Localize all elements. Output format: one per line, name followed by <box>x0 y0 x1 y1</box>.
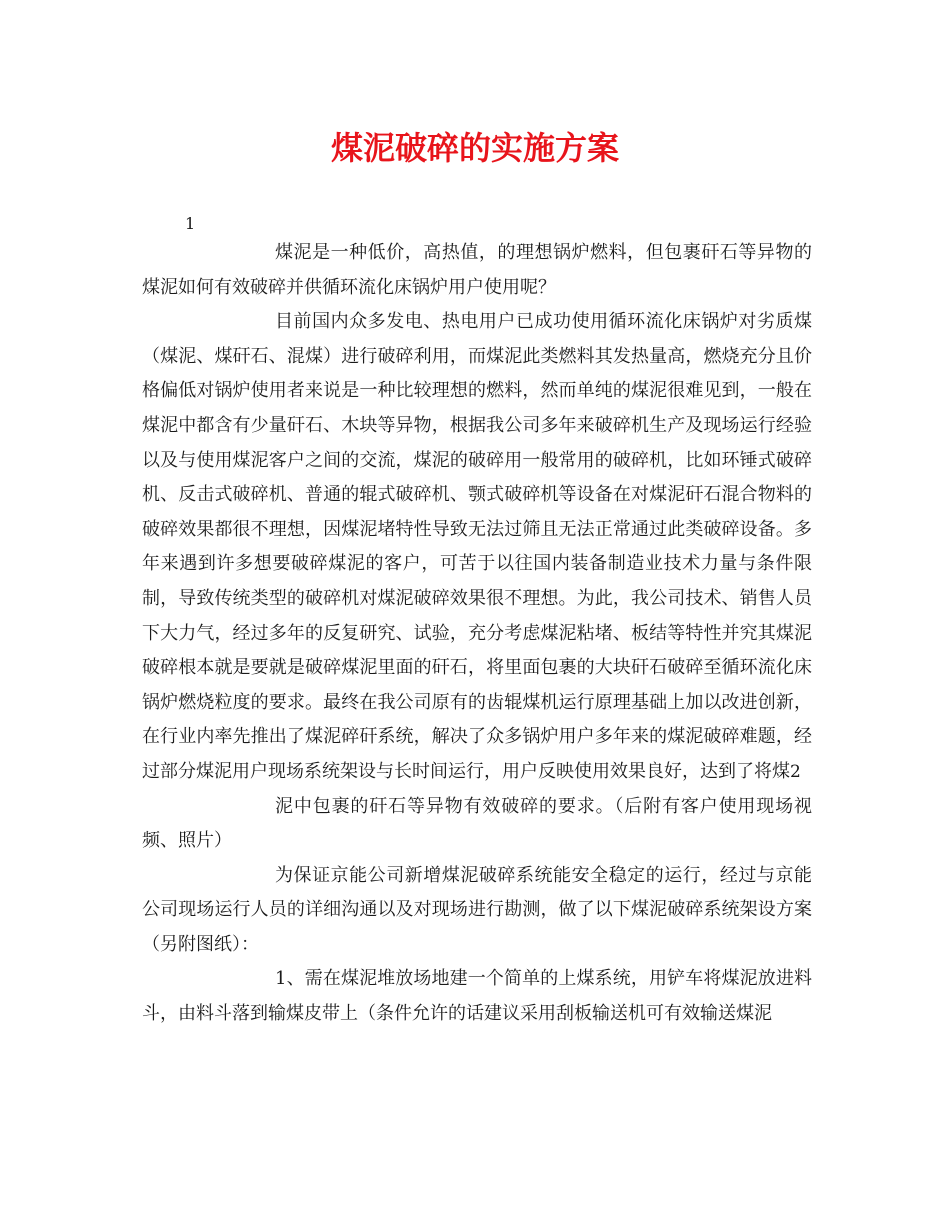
document-title: 煤泥破碎的实施方案 <box>330 129 619 167</box>
paragraph-background: 目前国内众多发电、热电用户已成功使用循环流化床锅炉对劣质煤（煤泥、煤矸石、混煤）进行破碎利用，而煤泥此类燃料其发热量高，燃烧充分且价格偏低对锅炉使用者来说是一种比较理想的燃料，然而单纯的煤泥很难见到，一般在煤泥中都含有少量矸石、木块等异物，根据我公司多年来破碎机生产及现场运行经验以及与使用煤泥客户之间的交流，煤泥的破碎用一般常用的破碎机，比如环锤式破碎机、反击式破碎机、普通的辊式破碎机、颚式破碎机等设备在对煤泥矸石混合物料的破碎效果都很不理想，因煤泥堵特性导致无法过筛且无法正常通过此类破碎设备。多年来遇到许多想要破碎煤泥的客户，可苦于以往国内装备制造业技术力量与条件限制，导致传统类型的破碎机对煤泥破碎效果很不理想。为此，我公司技术、销售人员下大力气，经过多年的反复研究、试验，充分考虑煤泥粘堵、板结等特性并究其煤泥破碎根本就是要就是破碎煤泥里面的矸石，将里面包裹的大块矸石破碎至循环流化床锅炉燃烧粒度的要求。最终在我公司原有的齿辊煤机运行原理基础上加以改进创新，在行业内率先推出了煤泥碎矸系统，解决了众多锅炉用户多年来的煤泥破碎难题，经过部分煤泥用户现场系统架设与长时间运行，用户反映使用效果良好，达到了将煤2 <box>142 311 812 782</box>
paragraph-plan-intro: 为保证京能公司新增煤泥破碎系统能安全稳定的运行，经过与京能公司现场运行人员的详细沟通以及对现场进行勘测，做了以下煤泥破碎系统架设方案（另附图纸）： <box>142 864 812 955</box>
paragraph-intro: 煤泥是一种低价，高热值，的理想锅炉燃料，但包裹矸石等异物的煤泥如何有效破碎并供循环流化床锅炉用户使用呢？ <box>142 242 812 298</box>
paragraph-continuation: 泥中包裹的矸石等异物有效破碎的要求。（后附有客户使用现场视频、照片） <box>142 795 812 852</box>
paragraph-step-1: 1、需在煤泥堆放场地建一个简单的上煤系统，用铲车将煤泥放进料斗，由料斗落到输煤皮带上（条件允许的话建议采用刮板输送机可有效输送煤泥 <box>142 968 812 1025</box>
page-marker: 1 <box>185 214 196 233</box>
document-body <box>142 236 812 1032</box>
inline-page-marker: 2 <box>790 761 801 782</box>
